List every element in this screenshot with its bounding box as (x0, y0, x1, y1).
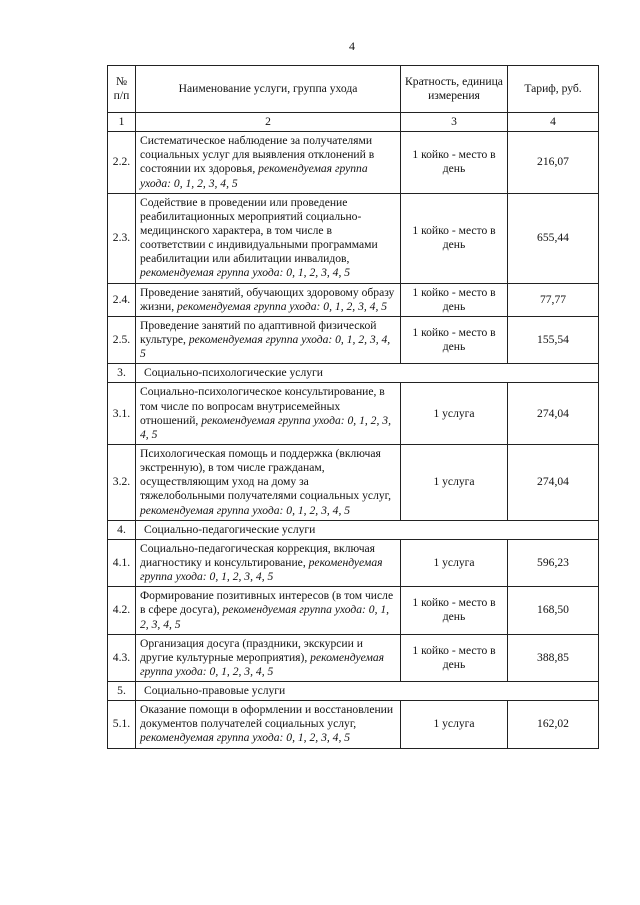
unit-cell: 1 услуга (401, 701, 508, 748)
row-number: 2.3. (108, 193, 136, 283)
column-index: 4 (508, 113, 599, 132)
section-title: Социально-психологические услуги (136, 364, 599, 383)
tariff-cell: 596,23 (508, 539, 599, 586)
row-number: 2.2. (108, 132, 136, 194)
tariff-cell: 388,85 (508, 634, 599, 681)
service-name (136, 444, 401, 520)
row-number: 4.3. (108, 634, 136, 681)
table-row (108, 701, 599, 748)
tariff-cell: 655,44 (508, 193, 599, 283)
tariff-cell: 155,54 (508, 316, 599, 363)
table-row (108, 316, 599, 363)
table-header-row (108, 66, 599, 113)
row-number: 4.2. (108, 587, 136, 634)
care-group-text: рекомендуемая группа ухода: 0, 1, 2, 3, 4, 5 (140, 731, 351, 745)
care-group-text: рекомендуемая группа ухода: 0, 1, 2, 3, 4, 5 (140, 332, 391, 361)
care-group-text: рекомендуемая группа ухода: 0, 1, 2, 3, 4, 5 (140, 503, 351, 517)
unit-cell: 1 койко - место в день (401, 634, 508, 681)
header-tariff: Тариф, руб. (508, 66, 599, 113)
service-name-text: Проведение занятий по адаптивной физической культуре, (140, 318, 377, 346)
unit-cell: 1 услуга (401, 383, 508, 445)
service-name (136, 701, 401, 748)
care-group-text: рекомендуемая группа ухода: 0, 1, 2, 3, 4, 5 (140, 603, 390, 631)
section-title: Социально-правовые услуги (136, 682, 599, 701)
unit-cell: 1 услуга (401, 539, 508, 586)
table-row (108, 193, 599, 283)
care-group-text: рекомендуемая группа ухода: 0, 1, 2, 3, 4, 5 (140, 162, 368, 190)
page-number: 4 (349, 39, 355, 53)
column-index: 1 (108, 113, 136, 132)
tariff-cell: 77,77 (508, 283, 599, 316)
table-row (108, 539, 599, 586)
row-number: 4. (108, 520, 136, 539)
section-row (108, 682, 599, 701)
row-number: 3.1. (108, 383, 136, 445)
care-group-text: рекомендуемая группа ухода: 0, 1, 2, 3, 4, 5 (177, 299, 388, 313)
table-row (108, 634, 599, 681)
service-name-text: Организация досуга (праздники, экскурсии и другие культурные мероприятия), (140, 636, 363, 664)
service-name (136, 132, 401, 194)
service-name (136, 283, 401, 316)
service-name-text: Формирование позитивных интересов (в том числе в сфере досуга), (140, 589, 394, 617)
section-row (108, 520, 599, 539)
row-number: 4.1. (108, 539, 136, 586)
service-name-text: Социально-педагогическая коррекция, включая диагностику и консультирование, (140, 541, 376, 569)
service-name-text: Психологическая помощь и поддержка (включая экстренную), в том числе гражданам, осуществляющим уход на дому за тяжелобольными получателями социальных услуг, (140, 446, 391, 503)
tariff-cell: 274,04 (508, 444, 599, 520)
service-name (136, 539, 401, 586)
unit-cell: 1 койко - место в день (401, 283, 508, 316)
service-name-text: Социально-психологическое консультирование, в том числе по вопросам внутрисемейных отношений, (140, 385, 385, 427)
unit-cell: 1 койко - место в день (401, 193, 508, 283)
tariff-cell: 162,02 (508, 701, 599, 748)
row-number: 2.5. (108, 316, 136, 363)
unit-cell: 1 койко - место в день (401, 587, 508, 634)
header-unit: Кратность, единица измерения (401, 66, 508, 113)
service-name-text: Систематическое наблюдение за получателями социальных услуг для выявления отклонений в состоянии их здоровья, (140, 134, 375, 176)
service-name (136, 587, 401, 634)
care-group-text: рекомендуемая группа ухода: 0, 1, 2, 3, 4, 5 (140, 413, 391, 441)
column-index: 2 (136, 113, 401, 132)
service-name (136, 316, 401, 363)
column-index: 3 (401, 113, 508, 132)
service-name-text: Проведение занятий, обучающих здоровому образу жизни, (140, 285, 395, 313)
table-row (108, 587, 599, 634)
unit-cell: 1 услуга (401, 444, 508, 520)
table-row (108, 444, 599, 520)
service-name-text: Содействие в проведении или проведение реабилитационных мероприятий социально-медицинского характера, в том числе в соответствии с индивидуальными программами реабилитации или абилитации инвалидов, (140, 195, 378, 266)
care-group-text: рекомендуемая группа ухода: 0, 1, 2, 3, 4, 5 (140, 266, 351, 280)
row-number: 3.2. (108, 444, 136, 520)
care-group-text: рекомендуемая группа ухода: 0, 1, 2, 3, 4, 5 (140, 650, 385, 678)
row-number: 5. (108, 682, 136, 701)
care-group-text: рекомендуемая группа ухода: 0, 1, 2, 3, 4, 5 (140, 555, 383, 584)
tariff-cell: 274,04 (508, 383, 599, 445)
column-index-row (108, 113, 599, 132)
row-number: 2.4. (108, 283, 136, 316)
row-number: 3. (108, 364, 136, 383)
service-name (136, 634, 401, 681)
table-row (108, 132, 599, 194)
service-name (136, 193, 401, 283)
section-row (108, 364, 599, 383)
tariff-cell: 168,50 (508, 587, 599, 634)
tariff-table (107, 65, 599, 749)
row-number: 5.1. (108, 701, 136, 748)
service-name-text: Оказание помощи в оформлении и восстановлении документов получателей социальных услуг, (140, 703, 394, 731)
table-body (108, 132, 599, 748)
table-row (108, 383, 599, 445)
unit-cell: 1 койко - место в день (401, 132, 508, 194)
tariff-cell: 216,07 (508, 132, 599, 194)
section-title: Социально-педагогические услуги (136, 520, 599, 539)
unit-cell: 1 койко - место в день (401, 316, 508, 363)
service-name (136, 383, 401, 445)
table-row (108, 283, 599, 316)
header-name: Наименование услуги, группа ухода (136, 66, 401, 113)
header-num: № п/п (108, 66, 136, 113)
